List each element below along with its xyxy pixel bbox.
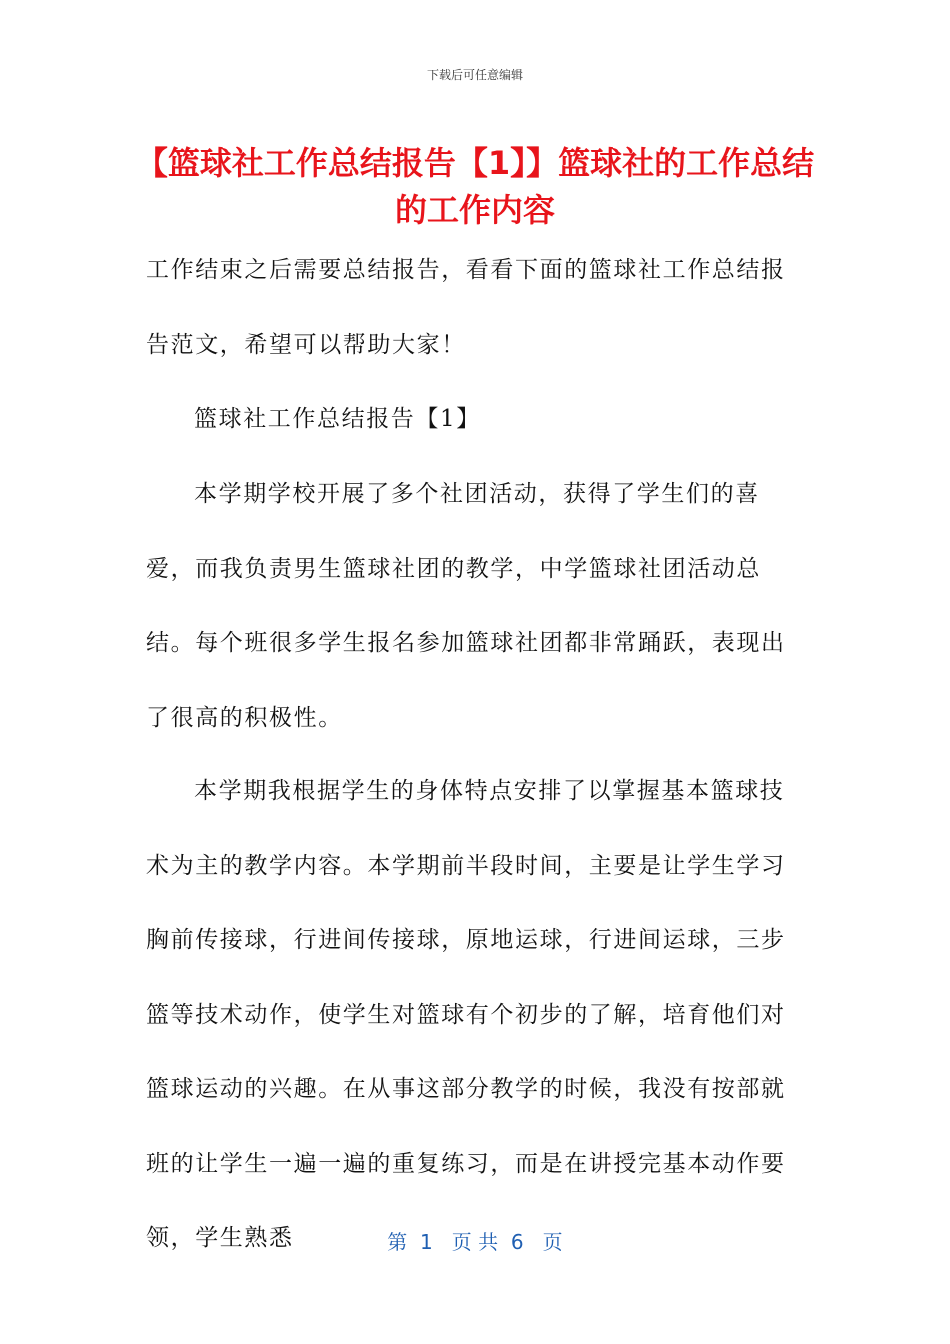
intro-paragraph: 工作结束之后需要总结报告，看看下面的篮球社工作总结报告范文，希望可以帮助大家！ <box>146 257 786 358</box>
document-title: 【篮球社工作总结报告【1】】篮球社的工作总结的工作内容 <box>135 144 815 229</box>
page-indicator: 第 1 页 共 6 页 <box>387 1230 563 1254</box>
header-note: 下载后可任意编辑 <box>426 68 523 82</box>
section-subtitle: 篮球社工作总结报告【1】 <box>194 406 481 432</box>
body-paragraph-2: 本学期我根据学生的身体特点安排了以掌握基本篮球技术为主的教学内容。本学期前半段时间，主要是让学生学习胸前传接球，行进间传接球，原地运球，行进间运球，三步篮等技术动作，使学生对篮球有个初步的了解，培育他们对篮球运动的兴趣。在从事这部分教学的时候，我没有按部就班的让学生一遍一遍的重复练习，而是在讲授完基本动作要领，学生熟悉 <box>146 778 786 1251</box>
body-paragraph-1: 本学期学校开展了多个社团活动，获得了学生们的喜爱，而我负责男生篮球社团的教学，中学篮球社团活动总结。每个班很多学生报名参加篮球社团都非常踊跃，表现出了很高的积极性。 <box>146 481 786 731</box>
